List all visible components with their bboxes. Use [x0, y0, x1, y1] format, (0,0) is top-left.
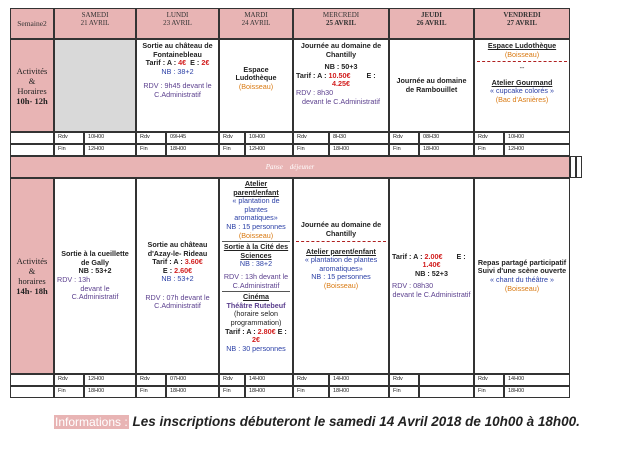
activity-place: (Boisseau): [238, 230, 274, 240]
morning-tuesday-activity: [219, 39, 293, 132]
time-label: Fin: [474, 144, 504, 156]
time-label: Fin: [389, 386, 419, 398]
time-label: Rdv: [136, 132, 166, 144]
afternoon-tuesday-activity: [219, 178, 293, 374]
day-header-wednesday: [293, 8, 389, 39]
afternoon-friday-activity: [474, 178, 570, 374]
time-value: 18H00: [329, 144, 389, 156]
time-value: 12H00: [84, 374, 136, 386]
time-label: Fin: [54, 144, 84, 156]
day-name: SAMEDI: [81, 11, 109, 19]
morning-saturday-empty: [54, 39, 136, 132]
activity-title: Espace Ludothèque: [235, 64, 277, 83]
time-value: 18H00: [245, 386, 293, 398]
lunch-bar: Panse déjeuner: [10, 156, 570, 178]
time-label: Rdv: [219, 132, 245, 144]
time-label: Fin: [293, 144, 329, 156]
activity-detail: « cupcake colorés »: [490, 86, 554, 96]
activity-title: Atelier parent/enfant: [306, 246, 376, 256]
time-label: Rdv: [389, 132, 419, 144]
time-value: 18H00: [166, 144, 219, 156]
activity-title: Atelier Gourmand: [491, 77, 553, 87]
morning-fin-side: [10, 144, 54, 156]
day-header-saturday: [54, 8, 136, 39]
time-value: 8H30: [329, 132, 389, 144]
time-value: 14H00: [329, 374, 389, 386]
morning-thursday-activity: [389, 39, 474, 132]
day-name: VENDREDI: [503, 11, 541, 19]
activity-title: Journée au domaine de Rambouillet: [396, 75, 467, 94]
morning-monday-activity: [136, 39, 219, 132]
side-line: Activités: [16, 65, 48, 76]
time-label: Fin: [219, 144, 245, 156]
side-line: &: [28, 266, 36, 276]
afternoon-saturday-activity: [54, 178, 136, 374]
morning-rdv-side: [10, 132, 54, 144]
tarif-e-value: 1.40€: [422, 260, 441, 270]
time-value: 10H00: [504, 132, 570, 144]
time-label: Rdv: [54, 132, 84, 144]
time-label: Fin: [293, 386, 329, 398]
time-value: 18H00: [504, 386, 570, 398]
rdv-line: RDV : 13h: [57, 275, 91, 284]
tarif-line: Tarif : A : 4€ E : 2€: [145, 58, 210, 68]
day-date: 21 AVRIL: [80, 19, 110, 27]
tarif-line: Tarif : A : 2.80€ E : 2€: [225, 326, 287, 345]
activity-title: Sortie à la cueillette de Gally: [61, 249, 129, 267]
activity-venue: Théâtre Rutebeuf: [226, 300, 286, 310]
afternoon-thursday-activity: [389, 178, 474, 374]
day-header-thursday: [389, 8, 474, 39]
time-label: Rdv: [389, 374, 419, 386]
time-label: Rdv: [474, 132, 504, 144]
rdv-line: RDV : 8h30: [296, 87, 334, 97]
time-label: Rdv: [293, 374, 329, 386]
dashed-separator: [477, 61, 567, 62]
time-label: Rdv: [474, 374, 504, 386]
day-date: 27 AVRIL: [506, 19, 538, 27]
week-label: Semaine2: [17, 19, 47, 28]
day-name: LUNDI: [166, 11, 189, 19]
activity-place: (Boisseau): [323, 280, 359, 290]
registration-note: [54, 412, 594, 432]
nb-line: NB : 53+2: [161, 274, 194, 284]
time-value: 14H00: [504, 374, 570, 386]
dash-text: --: [519, 63, 525, 73]
dashed-separator: [296, 241, 386, 242]
afternoon-fin-side: [10, 386, 54, 398]
activity-title: Journée au domaine de Chantilly: [300, 41, 382, 59]
activity-detail: « plantation de plantes aromatiques»: [232, 196, 280, 223]
activity-place: (Boisseau): [504, 49, 540, 59]
activity-place: (Bac d'Asnières): [495, 94, 549, 104]
afternoon-wednesday-activity: [293, 178, 389, 374]
morning-side-label: [10, 39, 54, 132]
activity-detail: « chant du théâtre »: [490, 275, 554, 284]
afternoon-monday-activity: [136, 178, 219, 374]
day-date: 24 AVRIL: [241, 19, 271, 27]
day-name: JEUDI: [420, 11, 442, 19]
time-label: Rdv: [293, 132, 329, 144]
time-label: Fin: [136, 386, 166, 398]
time-value: 12H00: [245, 144, 293, 156]
time-value: 18H00: [166, 386, 219, 398]
time-value: 18H00: [84, 386, 136, 398]
time-label: Fin: [474, 386, 504, 398]
activity-title: Sortie au château d'Azay-le- Rideau: [147, 239, 208, 258]
time-value: 18H00: [329, 386, 389, 398]
rdv-line: RDV : 9h45 devant le C.Administratif: [143, 81, 212, 99]
info-text: Les inscriptions débuteront le samedi 14 Avril 2018 de 10h00 à 18h00.: [132, 414, 580, 429]
activity-title: Atelier parent/enfant: [233, 179, 279, 197]
time-label: Fin: [389, 144, 419, 156]
rdv-line: devant le C.Administratif: [302, 96, 380, 106]
time-label: Fin: [54, 386, 84, 398]
nb-line: NB : 53+2: [78, 266, 112, 276]
day-header-friday: [474, 8, 570, 39]
afternoon-rdv-side: [10, 374, 54, 386]
time-value: 14H00: [245, 374, 293, 386]
nb-line: NB : 52+3: [415, 268, 448, 278]
tarif-line: Tarif : A : 2.00€ E :: [392, 251, 466, 261]
nb-line: NB : 15 personnes: [226, 221, 286, 231]
side-line: horaires: [18, 276, 46, 286]
rdv-line: RDV : 07h devant le C.Administratif: [145, 292, 210, 311]
activity-title: Sortie au château de Fontainebleau: [142, 41, 213, 59]
day-date: 23 AVRIL: [163, 19, 192, 27]
activity-note: (horaire selon programmation): [230, 309, 282, 327]
rdv-line: devant le C.Administratif: [71, 283, 119, 302]
day-name: MARDI: [244, 11, 268, 19]
side-line: Activités: [16, 256, 48, 266]
time-value: 12H00: [504, 144, 570, 156]
morning-wednesday-activity: [293, 39, 389, 132]
morning-friday-activity: [474, 39, 570, 132]
day-header-monday: [136, 8, 219, 39]
rdv-line: devant le C.Administratif: [392, 289, 471, 299]
nb-line: NB : 30 personnes: [226, 343, 286, 353]
time-value: [419, 374, 474, 386]
activity-detail: « plantation de plantes aromatiques»: [304, 255, 378, 273]
activity-title: Cinéma: [243, 292, 269, 302]
nb-line: NB : 38+2: [239, 259, 273, 269]
side-time: 14h- 18h: [16, 286, 48, 296]
time-value: 18H00: [419, 144, 474, 156]
afternoon-side-label: [10, 178, 54, 374]
time-label: Fin: [219, 386, 245, 398]
nb-line: NB : 50+3: [324, 62, 358, 72]
activity-title: Espace Ludothèque: [487, 41, 557, 50]
activity-place: (Boisseau): [504, 283, 540, 293]
time-label: Rdv: [219, 374, 245, 386]
side-time: 10h- 12h: [16, 95, 48, 106]
time-value: 07H00: [166, 374, 219, 386]
time-value: 09H45: [166, 132, 219, 144]
side-line: &: [28, 75, 36, 86]
time-value: 08H30: [419, 132, 474, 144]
rdv-line: RDV : 13h devant le C.Administratif: [223, 271, 289, 290]
tarif-e-value: 4.25€: [332, 79, 350, 89]
day-date: 26 AVRIL: [416, 19, 447, 27]
time-value: [419, 386, 474, 398]
time-label: Fin: [136, 144, 166, 156]
week-label-cell: [10, 8, 54, 39]
time-value: 10H00: [245, 132, 293, 144]
time-value: 12H00: [84, 144, 136, 156]
tarif-line: Tarif : A : 10.50€ E :: [296, 70, 376, 80]
time-label: Rdv: [54, 374, 84, 386]
nb-line: NB : 15 personnes: [311, 272, 371, 282]
activity-place: (Boisseau): [238, 81, 274, 91]
side-line: Horaires: [17, 85, 47, 96]
time-label: Rdv: [136, 374, 166, 386]
time-value: 10H00: [84, 132, 136, 144]
activity-title: Repas partagé participatif Suivi d'une scène ouverte: [477, 257, 567, 276]
day-header-tuesday: [219, 8, 293, 39]
info-tag: Informations :: [55, 415, 128, 429]
activity-title: Journée au domaine de Chantilly: [300, 220, 382, 239]
lunch-extra-cell: [576, 156, 582, 178]
nb-line: NB : 38+2: [161, 66, 194, 76]
tarif-e-line: E : 2.60€: [162, 265, 193, 275]
tarif-line: Tarif : A : 3.60€: [152, 257, 203, 267]
rdv-line: RDV : 08h30: [392, 281, 434, 291]
day-date: 25 AVRIL: [325, 19, 357, 27]
day-name: MERCREDI: [322, 11, 360, 19]
activity-title: Sortie à la Cité des Sciences: [223, 242, 289, 260]
